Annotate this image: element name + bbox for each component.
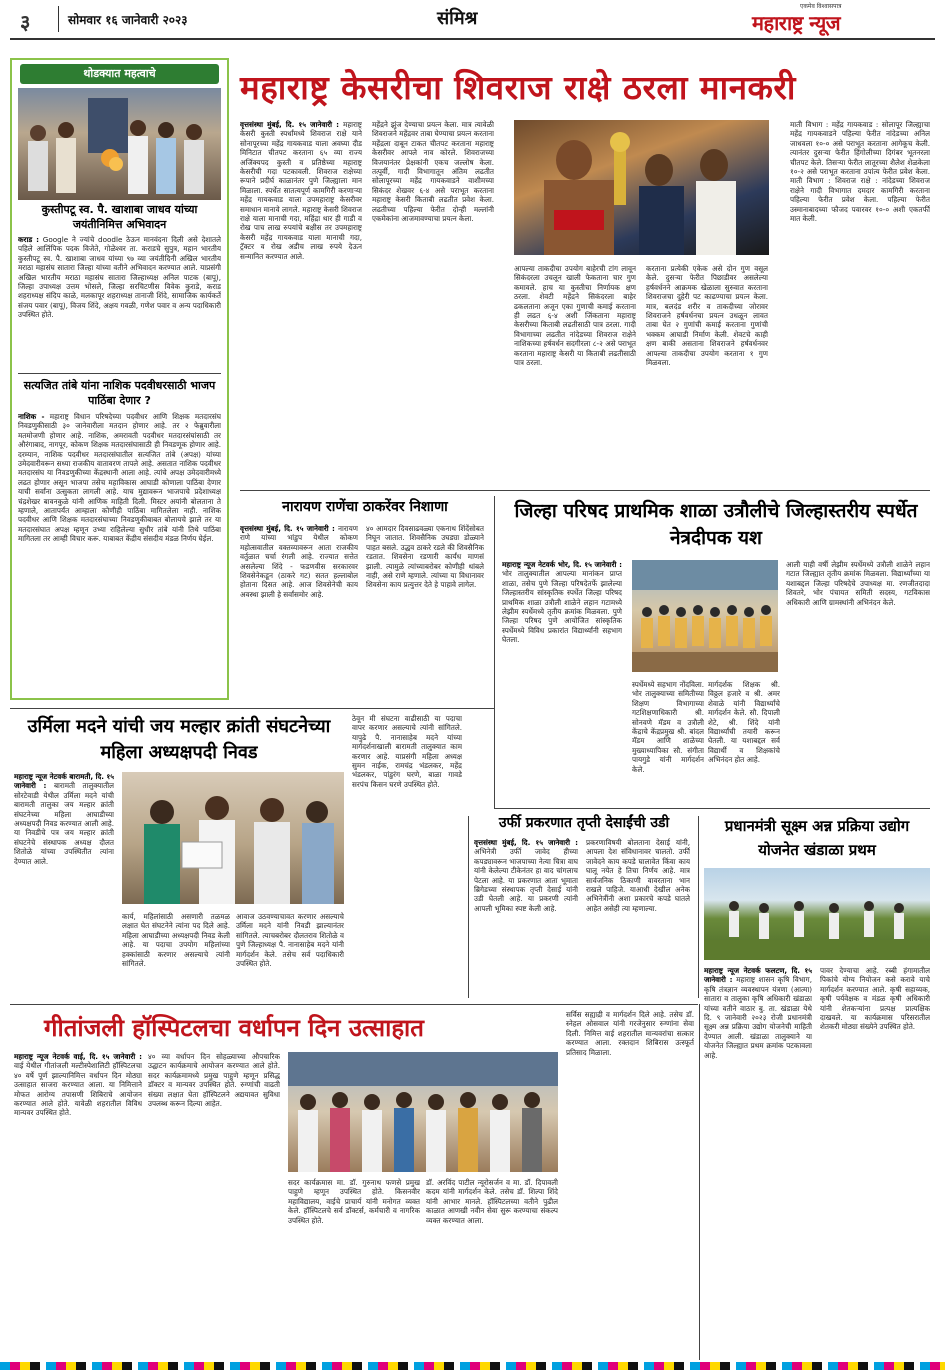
urfi-headline: उर्फी प्रकरणात तृप्ती देसाईंची उडी: [498, 815, 670, 831]
jadhav-tribute-photo: [18, 88, 221, 200]
urfi-pm-divider: [698, 816, 699, 998]
gitanjali-col3: सदर कार्यक्रमास मा. डॉ. गुरुनाथ फणसे प्रमुख पाहुणे म्हणून उपस्थित होते. किसनवीर महाविद्यालय, वाईचे प्राचार्य यांनी मनोगत व्यक्त केले. हॉस्पिटलचे सर्व डॉक्टर्स, कर्मचारी व नागरिक उपस्थित होते.: [288, 1178, 420, 1225]
brief-story1-body: [18, 235, 221, 370]
section-name: संमिश्र: [437, 8, 478, 29]
top-story-col5: माती विभाग : महेंद्र गायकवाड : सोलापूर जिल्ह्याचा महेंद्र गायकवाडने पहिल्या फेरीत नांदेडच्या अनिल जाधवला १०-० असे पराभूत करताना आगेकूच केली. त्यानंतर दुसऱ्या फेरीत हिंगोलीच्या दिगंबर भूतनरला चीतपट केले. तिसऱ्या फेरीत लातूरच्या शैलेश शेळकेला १०-२ असे पराभूत करताना उपांत्य फेरीत प्रवेश केला. माती विभाग : शिवराज राक्षे : नांदेडच्या शिवराज राक्षेने गादी विभागात दमदार कामगिरी करताना पहिल्या फेरीत प्रवेश केला. पहिल्या फेरीत उस्मानाबादच्या फौजद पवारवर १०-० अशी एकतर्फी मात केली.: [790, 120, 930, 224]
header-rule: [10, 38, 935, 40]
brief-title: थोडक्यात महत्वाचे: [20, 64, 219, 84]
pm-col2: पावर देण्याचा आहे. रब्बी हंगामातील पिकांचे योग्य नियोजन कसे करावे याचे मार्गदर्शन करण्यात आले. कृषी सहाय्यक, कृषी पर्यवेक्षक व मंडळ कृषी अधिकारी यांनी शेतकऱ्यांना प्रत्यक्ष प्रात्यक्षिक दाखवले. या कार्यक्रमास परिसरातील शेतकरी मोठ्या संख्येने उपस्थित होते.: [820, 966, 930, 1032]
top-story-col2: महेंद्रने झुंज देण्याचा प्रयत्न केला. मात्र त्यावेळी शिवराजने महेंद्रवर ताबा घेण्याचा प्रयत्न करताना महेंद्रला दाबून टाकत चीतपट करताना महाराष्ट्र केसरीवर आपले नाव कोरले. शिवराजच्या विजयानंतर प्रेक्षकांनी एकच जल्लोष केला. तत्पूर्वी, गादी विभागातून अंतिम लढतीत सोलापूरच्या महेंद्र गायकवाडने वाशीमच्या सिकंदर शेखवर ६-४ असे पराभूत करताना महाराष्ट्र केसरी किताबी लढतीत प्रवेश केला. लढतीच्या पहिल्या फेरीत दोन्ही मल्लांनी एकमेकांना आजमावण्याचा प्रयत्न केला.: [372, 120, 494, 224]
page-header: [0, 0, 945, 44]
gitanjali-pm-divider: [699, 1004, 700, 1360]
urmila-col1-text: बारामती तालुक्यातील सोरटेवाडी येथील उर्मिला मदने यांची बारामती तालुका जय मल्हार क्रांती संघटनेच्या महिला आघाडीच्या अध्यक्षपदी निवड करण्यात आली आहे. या निवडीचे पत्र जय मल्हार क्रांती संघटनेचे संस्थापक अध्यक्ष दौलत शितोळे यांच्या उपस्थितीत त्यांना देण्यात आले.: [14, 781, 114, 866]
gitanjali-headline: गीतांजली हॉस्पिटलचा वर्धापन दिन उत्साहात: [44, 1014, 424, 1042]
urmila-col2: कार्य, महिलांसाठी असणारी तळमळ लक्षात घेत संघटनेने त्यांना पद दिले आहे. महिला आघाडीच्या अध्यक्षपदी निवड केली आहे. या पदाचा उपयोग महिलांच्या हक्कांसाठी करणार असल्याचे त्यांनी सांगितले.: [122, 912, 230, 969]
urmila-col4: ठेवून मी संघटना वाढीसाठी या पदाचा वापर करणार असल्याचे त्यांनी सांगितले. यापुढे पै. नानासाहेब मदने यांच्या मार्गदर्शनाखाली बारामती तालुक्यात काम करणार आहे. याप्रसंगी महिला अध्यक्ष सुमन नाईक, रामचंद्र भंडलकर, महेंद्र भंडलकर, पांडुरंग घरणे, बाळा गावडे सरपंच किसन घरणे उपस्थित होते.: [352, 714, 462, 789]
brief-story1-text: Google ने ज्यांचे doodle ठेऊन मानवंदना दिली असे देशातले पहिले आलिंपिक पदक विजेते, गोळेश्वर ता. कराडचे सुपुत्र, महान भारतीय कुस्तीपटू स्व. पै. खाशाबा जाधव यांच्या ९७ व्या जयंतीदिनी अखिल भारतीय मराठा महासंघ सातारा जिल्हा यांच्या वतीने अभिवादन करण्यात आले. याप्रसंगी अखिल भारतीय मराठा महासंघ सातारा जिल्हाध्यक्ष अनिल पाटक (बापू), जिल्हा उपाध्यक्ष उत्तम भोसले, जिल्हा सरचिटणीस विवेक कुराडे, कराड शहराध्यक्ष संदिप काळे, मलकापूर शहराध्यक्ष तानाजी शिंदे, सामाजिक कार्यकर्ते संजय पवार (बापू), विजय शिंदे, अक्षय गवळी, गणेश पवार व अन्य पदाधिकारी उपस्थित होते.: [18, 235, 221, 320]
pm-col1-text: महाराष्ट्र शासन कृषि विभाग, कृषि तंत्रज्ञान व्यवस्थापन यंत्रणा (आत्मा) सातारा व तालुका कृषि अधिकारी खंडाळा यांच्या वतीने वाठार बु. ता. खंडाळा येथे दि. ९ जानेवारी २०२३ रोजी प्रधानमंत्री सूक्ष्म अन्न प्रक्रिया उद्योग योजनेची माहिती देण्यात आली. खंडाळा तालुक्याने या योजनेत जिल्ह्यात प्रथम क्रमांक पटकावला आहे.: [704, 975, 812, 1060]
hospital-event-figures: [288, 1052, 558, 1172]
brief-box: [10, 58, 229, 700]
urmila-felicitation-photo: [122, 772, 344, 904]
zp-rule: [494, 808, 930, 809]
gitanjali-top-rule: [10, 1004, 698, 1005]
top-story-rule: [240, 490, 930, 491]
top-story-dateline: वृत्तसंस्था मुंबई, दि. १५ जानेवारी :: [240, 120, 340, 129]
brief-story2-text: महाराष्ट्र विधान परिषदेच्या पदवीधर आणि शिक्षक मतदारसंघ निवडणुकीसाठी ३० जानेवारीला मतदान होणार आहे. तर २ फेब्रुवारीला मतमोजणी होणार आहे. नाशिक, अमरावती पदवीधर मतदारसंघांसाठी तर औरंगाबाद, नागपूर, कोकण शिक्षक मतदारसंघासाठी ही निवडणूक होणार आहे. दरम्यान, नाशिक पदवीधर मतदारसंघातील सत्यजित तांबे (अपक्ष) यांच्या उमेदवारीवरून सध्या राजकीय वातावरण तापले आहे. असतात नाशिक पदवीधर मतदारसंघ या निवडणुकीच्या केंद्रस्थानी आला आहे. त्यांचे अपक्ष उमेदवारीमध्ये लढत होणार असून भाजपा तसेच महाविकास आघाडी कोणाला पाठिंबा देणार याची सर्वांना उत्सुकता लागली आहे. याच मुद्यावरून भाजपाचे प्रदेशाध्यक्ष चंद्रशेखर बावनकुळे यांनी आणिक माहिती दिली. मिस्टर अयांनी बोलताना ते म्हणाले, आतापर्यंत आम्हाला कोणीही पाठिंबा मागितलेला नाही. नाशिक पदवीधर आणि शिक्षक मतदारसंघाच्या निवडणुकीबाबत बोलायचे झाले तर या मतदारसंघात अपक्ष म्हणून उभ्या राहिलेल्या सुधीर तांबे यांनी तिथे पाठिंबा मागितला तर आम्ही विचार करू. याबाबत केंद्रीय संसदीय मंडळ निर्णय घेईल.: [18, 412, 221, 544]
zp-col2: स्पर्धेमध्ये सहभाग नोंदविला. भोर तालुक्याच्या समितीच्या शिक्षण विभागाच्या गटशिक्षणाधिकारी श्री. सोनवणे मॅडम व उत्रौली केंद्राचे केंद्रप्रमुख श्री. बांदल मॅडम आणि शाळेच्या मुख्याध्यापिका सौ. संगीता पायगुडे यांनी मार्गदर्शन केले.: [632, 680, 704, 774]
top-story-col3: आपल्या ताकदीचा उपयोग बाहेरची टांग लावून सिकंदरला उचलून खाली फेकताना चार गुण कमावले. हाच या कुस्तीचा निर्णायक क्षण ठरला. शेवटी महेंद्रने सिकंदरला बाहेर ढकलताना अजून एका गुणाची कमाई करताना ही लढत ६-४ अशी जिंकताना महाराष्ट्र केसरीच्या किताबी लढतीसाठी पात्र ठरला. गादी विभागाच्या लढतीत नांदेडच्या शिवराज राक्षेने नाशिकच्या हर्षवर्धन सदगीरला ८-२ असे पराभूत करताना महाराष्ट्र केसरी या किताबी लढतीसाठी पात्र ठरला.: [514, 264, 636, 368]
gitanjali-dateline: महाराष्ट्र न्यूज नेटवर्क वाई, दि. १५ जानेवारी :: [14, 1052, 142, 1061]
gitanjali-col2: ४० व्या वर्धापन दिन सोहळ्याच्या औपचारिक उद्घाटन कार्यक्रमाचे आयोजन करण्यात आले होते. सदर कार्यक्रमामध्ये प्रमुख पाहुणे म्हणून प्रसिद्ध डॉक्टर व मान्यवर उपस्थित होते. रुग्णांची वाढती संख्या लक्षात घेता हॉस्पिटलने अद्ययावत सुविधा उपलब्ध करून दिल्या आहेत.: [148, 1052, 280, 1109]
pm-dateline: महाराष्ट्र न्यूज नेटवर्क फलटण, दि. १५ जानेवारी :: [704, 966, 812, 985]
brief-story2-headline: सत्यजित तांबे यांना नाशिक पदवीधरसाठी भाजप पाठिंबा देणार ?: [23, 379, 216, 407]
rane-col2: ४० आमदार दिवसाढवळ्या एकनाथ शिंदेंसोबत निघून जातात. शिवसैनिक उघड्या डोळ्याने पाहत बसले. उद्धव ठाकरे रडले की शिवसैनिक रडतात. शिवसेना रडणारी कार्यंध माणसं झाली. त्यामुळे त्यांच्याबरोबर कोणीही थांबले नाही, असे राणे म्हणाले. त्यांच्या या विधानावर शिवसेना काय प्रत्युत्तर देते हे पाहावे लागेल.: [366, 524, 484, 590]
zp-col4: आली याही वर्षी लेझीम स्पर्धेमध्ये उत्रौली शाळेने लहान गटात जिल्ह्यात तृतीय क्रमांक मिळवला. विद्यार्थ्यांच्या या यशाबद्दल जिल्हा परिषदेचे उपाध्यक्ष मा. रणजीतदादा शिवतरे, भोर पंचायत समिती सदस्य, गटविकास अधिकारी आणि ग्रामस्थांनी अभिनंदन केले.: [786, 560, 930, 607]
kesari-winner-photo: [514, 120, 769, 255]
urmila-col3: आवाज उठवण्याचावत करणार असल्याचे उर्मिला मदने यांनी निवडी झाल्यानंतर सांगितले. त्याचबरोबर दौलतराव शितोळे व पुणे जिल्हाध्यक्ष पै. नानासाहेब मदने यांनी मार्गदर्शन केले. तसेच सर्व पदाधिकारी उपस्थित होते.: [236, 912, 344, 969]
urfi-col2: प्रकरणाविषयी बोलताना देसाई यांनी, आपला देश संविधानावर चालतो. उर्फी जावेदने काय कपडे घालावेत किंवा काय घालू नयेत हे तिचा निर्णय आहे. मात्र सार्वजनिक ठिकाणी वावरताना भान राखले पाहिजे. याआधी देखील अनेक अभिनेत्रींनी अशा प्रकारचे कपडे घातले आहेत असेही त्या म्हणाल्या.: [586, 838, 690, 913]
urfi-dateline: वृत्तसंस्था मुंबई, दि. १५ जानेवारी :: [474, 838, 578, 847]
urmila-urfi-divider: [468, 816, 469, 998]
brief-story1-headline: कुस्तीपटू स्व. पै. खाशाबा जाधव यांच्या जयंतीनिमित्त अभिवादन: [41, 203, 198, 231]
brief-story2-body: [18, 412, 221, 696]
brief-story1-dateline: कराड :: [18, 235, 40, 244]
group-photo-figures: [18, 88, 221, 200]
urfi-col1: [474, 838, 578, 998]
zp-col3: मार्गदर्शक शिक्षक श्री. विठ्ठल हजारे व श्री. अमर शेवाळे यांनी विद्यार्थ्यांचे मार्गदर्शन केले. सौ. दिपाली शेटे, श्री. शिंदे यांनी विद्यार्थ्यांची तयारी करून घेतली. या यशाबद्दल सर्व विद्यार्थी व शिक्षकांचे अभिनंदन होत आहे.: [708, 680, 780, 765]
gitanjali-col1-text: वाई येथील गीतांजली मल्टीस्पेशालिटी हॉस्पिटलचा ४० वर्षे पूर्ण झाल्यानिमित्त वर्धापन दिन मोठ्या उत्साहात साजरा करण्यात आला. या निमित्ताने मोफत आरोग्य तपासणी शिबिराचे आयोजन करण्यात आले होते. यावेळी शहरातील विविध मान्यवर उपस्थित होते.: [14, 1061, 142, 1118]
urfi-col1-text: अभिनेत्री उर्फी जावेद हीच्या कपड्यावरून भाजपाच्या नेत्या चित्रा वाघ यांनी केलेल्या टीकेनंतर हा वाद चांगलाच पेटला आहे. या प्रकरणात आता भूमाता ब्रिगेडच्या संस्थापक तृप्ती देसाई यांनी उडी घेतली आहे. या प्रकरणी त्यांनी आपली भूमिका स्पष्ट केली आहे.: [474, 847, 578, 913]
rane-col1: [240, 524, 358, 699]
brief-bottom-rule: [10, 708, 494, 709]
urmila-headline: उर्मिला मदने यांची जय मल्हार क्रांती संघटनेच्या महिला अध्यक्षपदी निवड: [27, 716, 331, 763]
header-divider: [58, 6, 59, 32]
registration-bar: [0, 1362, 945, 1370]
rane-dateline: वृत्तसंस्था मुंबई, दि. १५ जानेवारी :: [240, 524, 335, 533]
wrestler-trophy-photo: [514, 120, 769, 255]
pm-field-photo: [704, 868, 930, 960]
rane-col1-text: नारायण राणे यांच्या भांडुप येथील कोकण महोत्सवातील वक्तव्यावरून आता राजकीय वर्तुळात चर्चा रंगली आहे. राज्यात सत्तेत असलेल्या शिंदे - फडणवीस सरकारवर शिवसेनेकडून (ठाकरे गट) सतत हल्लाबोल होताना दिसत आहे. आज शिवसेनेची काय अवस्था झाली हे सर्वांसमोर आहे.: [240, 524, 358, 599]
farmers-field-figures: [704, 868, 930, 960]
gitanjali-event-photo: [288, 1052, 558, 1172]
urmila-dateline: महाराष्ट्र न्यूज नेटवर्क बारामती, दि. १५ जानेवारी :: [14, 772, 114, 791]
urmila-col1: [14, 772, 114, 998]
zp-headline: जिल्हा परिषद प्राथमिक शाळा उत्रौलीचे जिल्हास्तरीय स्पर्धेत नेत्रदीपक यश: [514, 500, 918, 549]
rane-headline: नारायण राणेंचा ठाकरेंवर निशाणा: [282, 499, 448, 515]
gitanjali-col1: [14, 1052, 142, 1360]
top-story-headline: महाराष्ट्र केसरीचा शिवराज राक्षे ठरला मानकरी: [240, 68, 796, 107]
top-story-col4: करताना प्रत्येकी एकेक असे दोन गुण वसूल केले. दुसऱ्या फेरीत पिछाडीवर असलेल्या हर्षवर्धनने आक्रमक खेळाला सुरुवात करताना शिवराजचा दुहेरी पट काढण्याचा प्रयत्न केला. मात्र, बलदंड शरीर व ताकदीच्या जोरावर शिवराजने हर्षवर्धनचा प्रयत्न उधळून लावत ताबा घेत २ गुणांची कमाई करताना गुणांची भक्कम आघाडी निर्माण केली. शेवटचे काही क्षण बाकी असताना शिवराजने हर्षवर्धनवर आपल्या ताकदीचा उपयोग करताना १ गुण मिळवला.: [646, 264, 768, 368]
felicitation-figures: [122, 772, 344, 904]
brand-tagline: एकमेव विश्वासपात्र: [800, 3, 842, 10]
top-story-col1-text: महाराष्ट्र केसरी कुस्ती स्पर्धांमध्ये शिवराज राक्षे याने सोनापूरच्या महेंद्र गायकवाड याला अवघ्या दीड मिनिटात चीतपट करताना ६५ व्या राज्य अजिंक्यपद कुस्ती व प्रतिष्ठेच्या महाराष्ट्र केसरीची गदा पटकावली. शिवराज राक्षेच्या रूपाने प्रदीर्घ काळानंतर पुणे जिल्ह्याला मान मिळाला. स्पर्धेत सातत्यपूर्ण कामगिरी करणाऱ्या महेंद्र गायकवाड याला उपमहाराष्ट्र केसरीवर समाधान मानावे लागले. महाराष्ट्र केसरी शिवराज राक्षे याला मानाची गदा, महिंद्रा थार ही गाडी व रोख पाच लाख रुपयांचे बक्षीस तर उपमहाराष्ट्र केसरी महेंद्र गायकवाड याला मानाची गदा, ट्रॅक्टर व रोख अडीच लाख रुपये देऊन सन्मानित करण्यात आले.: [240, 120, 362, 261]
pm-col1: [704, 966, 812, 1266]
gitanjali-col4: डॉ. अरविंद पाटील न्यूरोसर्जन व मा. डॉ. दिपावली कदम यांनी मार्गदर्शन केले. तसेच डॉ. शिल्पा शिंदे यांनी आभार मानले. हॉस्पिटलच्या वतीने पुढील काळात आणखी नवीन सेवा सुरू करण्याचा संकल्प व्यक्त करण्यात आला.: [426, 1178, 558, 1225]
pm-headline: प्रधानमंत्री सूक्ष्म अन्न प्रक्रिया उद्योग योजनेत खंडाळा प्रथम: [724, 817, 910, 859]
top-story-col1: [240, 120, 362, 482]
zp-col1-text: भोर तालुक्यातील आपल्या मानांकन प्राप्त शाळा, तसेच पुणे जिल्हा परिषदेतर्फे झालेल्या जिल्हास्तरीय सांस्कृतिक स्पर्धेत जिल्हा परिषद प्राथमिक शाळा उत्रौली शाळेने लहान गटामध्ये लेझीम स्पर्धेमध्ये तृतीय क्रमांक मिळवला. पुणे जिल्हा परिषद पुणे आयोजित सांस्कृतिक स्पर्धेमध्ये विविध प्रकारांत विद्यार्थ्यांनी सहभाग घेतला.: [502, 569, 622, 645]
issue-date: सोमवार १६ जानेवारी २०२३: [68, 13, 188, 27]
students-group-figures: [632, 560, 778, 672]
rane-zp-divider: [494, 496, 495, 808]
brief-story2-dateline: नाशिक -: [18, 412, 45, 421]
zp-students-photo: [632, 560, 778, 672]
zp-dateline: महाराष्ट्र न्यूज नेटवर्क भोर, दि. १५ जानेवारी :: [502, 560, 622, 569]
gitanjali-col5: सर्विस सह्याद्री व मार्गदर्शन दिले आहे. तसेच डॉ. स्नेहल ओसवाल यांनी गरजेनुसार रुग्णांना सेवा दिली. निमित्त वाई शहरातील मान्यवरांचा सत्कार करण्यात आला. रक्तदान शिबिरास उत्स्फूर्त प्रतिसाद मिळाला.: [566, 1010, 694, 1057]
brand-logo: महाराष्ट्र न्यूज: [752, 11, 841, 35]
page-number: ३: [20, 10, 31, 34]
zp-col1: [502, 560, 622, 800]
brief-divider: [18, 373, 221, 374]
